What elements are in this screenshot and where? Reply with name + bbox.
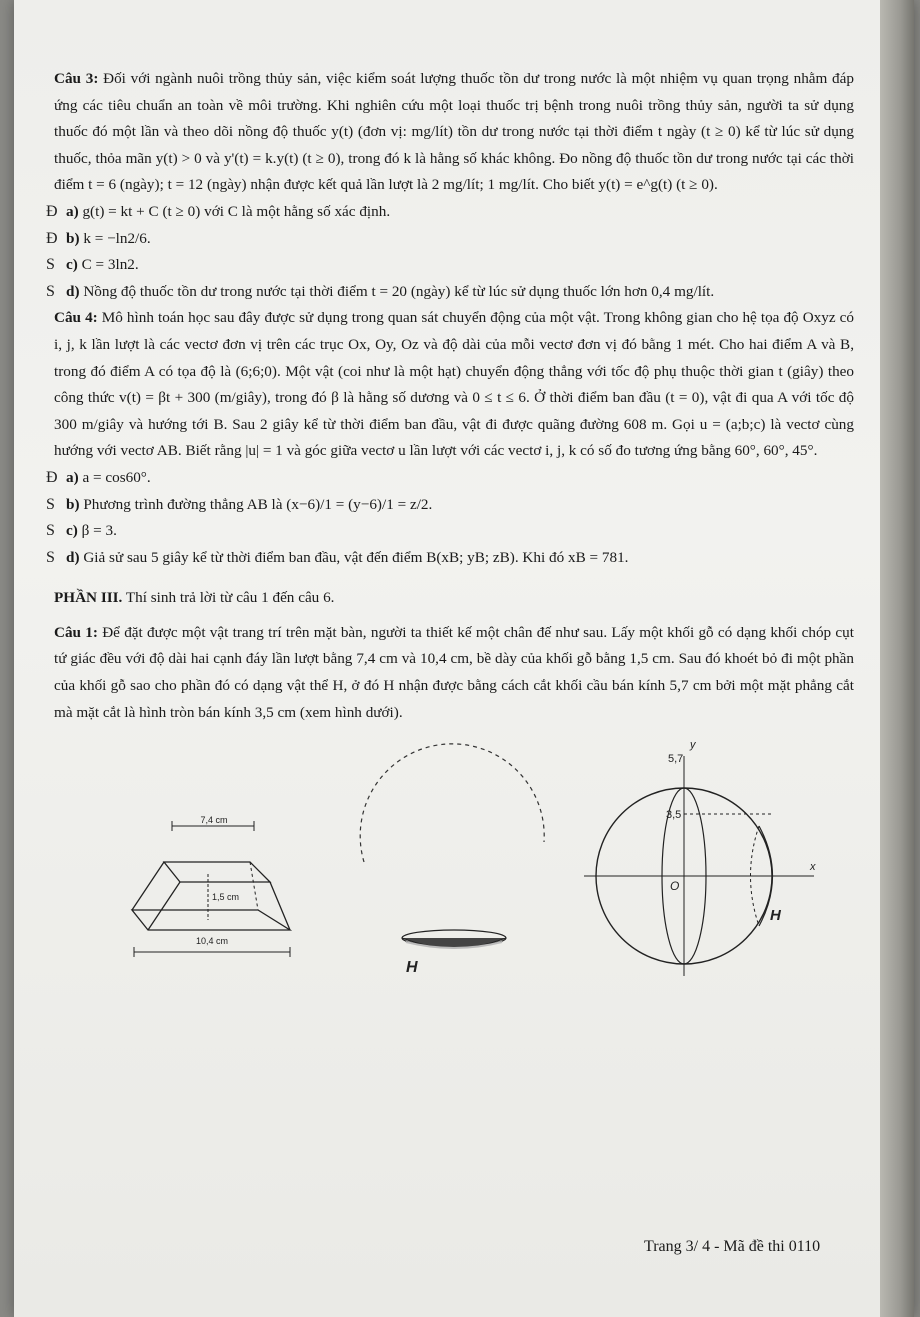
- option-text: g(t) = kt + C (t ≥ 0) với C là một hằng số xác định.: [78, 202, 391, 220]
- part-3-title: PHẦN III.: [54, 589, 123, 607]
- part-3-question-1-text: Để đặt được một vật trang trí trên mặt bàn, người ta thiết kế một chân đế như sau. Lấy một khối gỗ có dạng khối chóp cụt tứ giác đều với độ dài hai cạnh đáy lần lượt bằng 7,4 cm và 10,4 cm, bề dày của khối gỗ bằng 1,5 cm. Sau đó khoét bỏ đi một phần của khối gỗ sao cho phần đó có dạng vật thể H, ở đó H nhận được bằng cách cắt khối cầu bán kính 5,7 cm bởi một mặt phẳng cắt mà mặt cắt là hình tròn bán kính 3,5 cm (xem hình dưới).: [54, 623, 854, 721]
- question-3: [54, 66, 854, 199]
- option-label: c): [66, 522, 78, 540]
- option-text: Phương trình đường thẳng AB là (x−6)/1 = (y−6)/1 = z/2.: [79, 495, 433, 513]
- cap-label: H: [406, 959, 418, 977]
- option-text: C = 3ln2.: [77, 256, 139, 274]
- frustum-figure: [122, 812, 292, 962]
- option-text: Giả sử sau 5 giây kể từ thời điểm ban đầu, vật đến điểm B(xB; yB; zB). Khi đó xB = 781.: [79, 548, 629, 566]
- section-radius-label: 3,5: [666, 809, 682, 822]
- exam-content: [46, 66, 854, 1032]
- handwritten-mark: Đ: [46, 202, 58, 220]
- frustum-height-label: 1,5 cm: [212, 892, 240, 903]
- q4-option-b: [46, 492, 854, 519]
- part-3-question-1: [54, 620, 854, 726]
- q4-option-c: [46, 518, 854, 545]
- question-4-lead: Câu 4:: [54, 309, 98, 327]
- frustum-top-label: 7,4 cm: [200, 815, 228, 826]
- page-edge: [880, 0, 914, 1317]
- part-3-instruction: Thí sinh trả lời từ câu 1 đến câu 6.: [122, 589, 335, 607]
- x-axis-label: x: [810, 861, 816, 874]
- radius-label: 5,7: [668, 753, 684, 766]
- question-4: [54, 305, 854, 465]
- option-label: b): [66, 229, 80, 247]
- question-3-lead: Câu 3:: [54, 70, 99, 87]
- page-footer: Trang 3/ 4 - Mã đề thi 0110: [644, 1238, 821, 1255]
- option-label: a): [66, 202, 79, 220]
- q4-option-a: [46, 465, 854, 492]
- q4-option-d: [46, 545, 854, 572]
- option-text: k = −ln2/6.: [79, 229, 151, 247]
- circle-section-figure: [574, 736, 834, 996]
- handwritten-mark: Đ: [46, 229, 58, 247]
- option-label: d): [66, 282, 80, 300]
- q3-option-c: [46, 252, 854, 279]
- question-4-text: Mô hình toán học sau đây được sử dụng trong quan sát chuyển động của một vật. Trong không gian cho hệ tọa độ Oxyz có i, j, k lần lượt là các vectơ đơn vị trên các trục Ox, Oy, Oz và độ dài của mỗi vectơ đơn vị đó bằng 1 mét. Cho hai điểm A và B, trong đó điểm A có tọa độ là (6;6;0). Một vật (coi như là một hạt) chuyển động thẳng với tốc độ phụ thuộc thời gian t (giây) theo công thức v(t) = βt + 300 (m/giây), trong đó β là hằng số dương và 0 ≤ t ≤ 6. Ở thời điểm ban đầu (t = 0), vật đi qua A với tốc độ 300 m/giây và hướng tới B. Sau 2 giây kể từ thời điểm ban đầu, vật đi được quãng đường 608 m. Gọi u = (a;b;c) là vectơ cùng hướng với vectơ AB. Biết rằng |u| = 1 và góc giữa vectơ u lần lượt với các vectơ i, j, k có số đo tương ứng bằng 60°, 60°, 45°.: [54, 309, 854, 460]
- q3-option-a: [46, 199, 854, 226]
- option-text: β = 3.: [77, 522, 117, 540]
- q3-option-d: [46, 279, 854, 306]
- handwritten-mark: S: [46, 548, 55, 566]
- option-label: b): [66, 495, 80, 513]
- y-axis-label: y: [690, 739, 696, 752]
- question-3-text: Đối với ngành nuôi trồng thủy sản, việc kiểm soát lượng thuốc tồn dư trong nước là một nhiệm vụ quan trọng nhằm đáp ứng các tiêu chuẩn an toàn về môi trường. Khi nghiên cứu một loại thuốc trị bệnh trong nuôi trồng thủy sản, người ta sử dụng thuốc đó một lần và theo dõi nồng độ thuốc y(t) (đơn vị: mg/lít) tồn dư trong nước tại thời điểm t ngày (t ≥ 0) kể từ lúc sử dụng thuốc, thỏa mãn y(t) > 0 và y'(t) = k.y(t) (t ≥ 0), trong đó k là hằng số khác không. Đo nồng độ thuốc tồn dư trong nước tại các thời điểm t = 6 (ngày); t = 12 (ngày) nhận được kết quả lần lượt là 2 mg/lít; 1 mg/lít. Cho biết y(t) = e^g(t) (t ≥ 0).: [54, 70, 854, 194]
- handwritten-mark: S: [46, 522, 55, 540]
- handwritten-mark: S: [46, 495, 55, 513]
- option-label: d): [66, 548, 80, 566]
- sphere-cap-figure: [354, 732, 554, 992]
- option-label: c): [66, 256, 78, 274]
- figures-row: [54, 732, 854, 1032]
- part-3-question-1-lead: Câu 1:: [54, 623, 98, 641]
- paper-sheet: [14, 0, 914, 1317]
- part-3-heading: [54, 585, 854, 612]
- option-text: a = cos60°.: [78, 468, 151, 486]
- option-text: Nồng độ thuốc tồn dư trong nước tại thời điểm t = 20 (ngày) kể từ lúc sử dụng thuốc lớn hơn 0,4 mg/lít.: [79, 282, 715, 300]
- handwritten-mark: S: [46, 282, 55, 300]
- origin-label: O: [670, 879, 680, 894]
- option-label: a): [66, 468, 79, 486]
- handwritten-mark: S: [46, 256, 55, 274]
- handwritten-mark: Đ: [46, 468, 58, 486]
- q3-option-b: [46, 226, 854, 253]
- section-h-label: H: [770, 907, 781, 925]
- frustum-bottom-label: 10,4 cm: [195, 936, 229, 947]
